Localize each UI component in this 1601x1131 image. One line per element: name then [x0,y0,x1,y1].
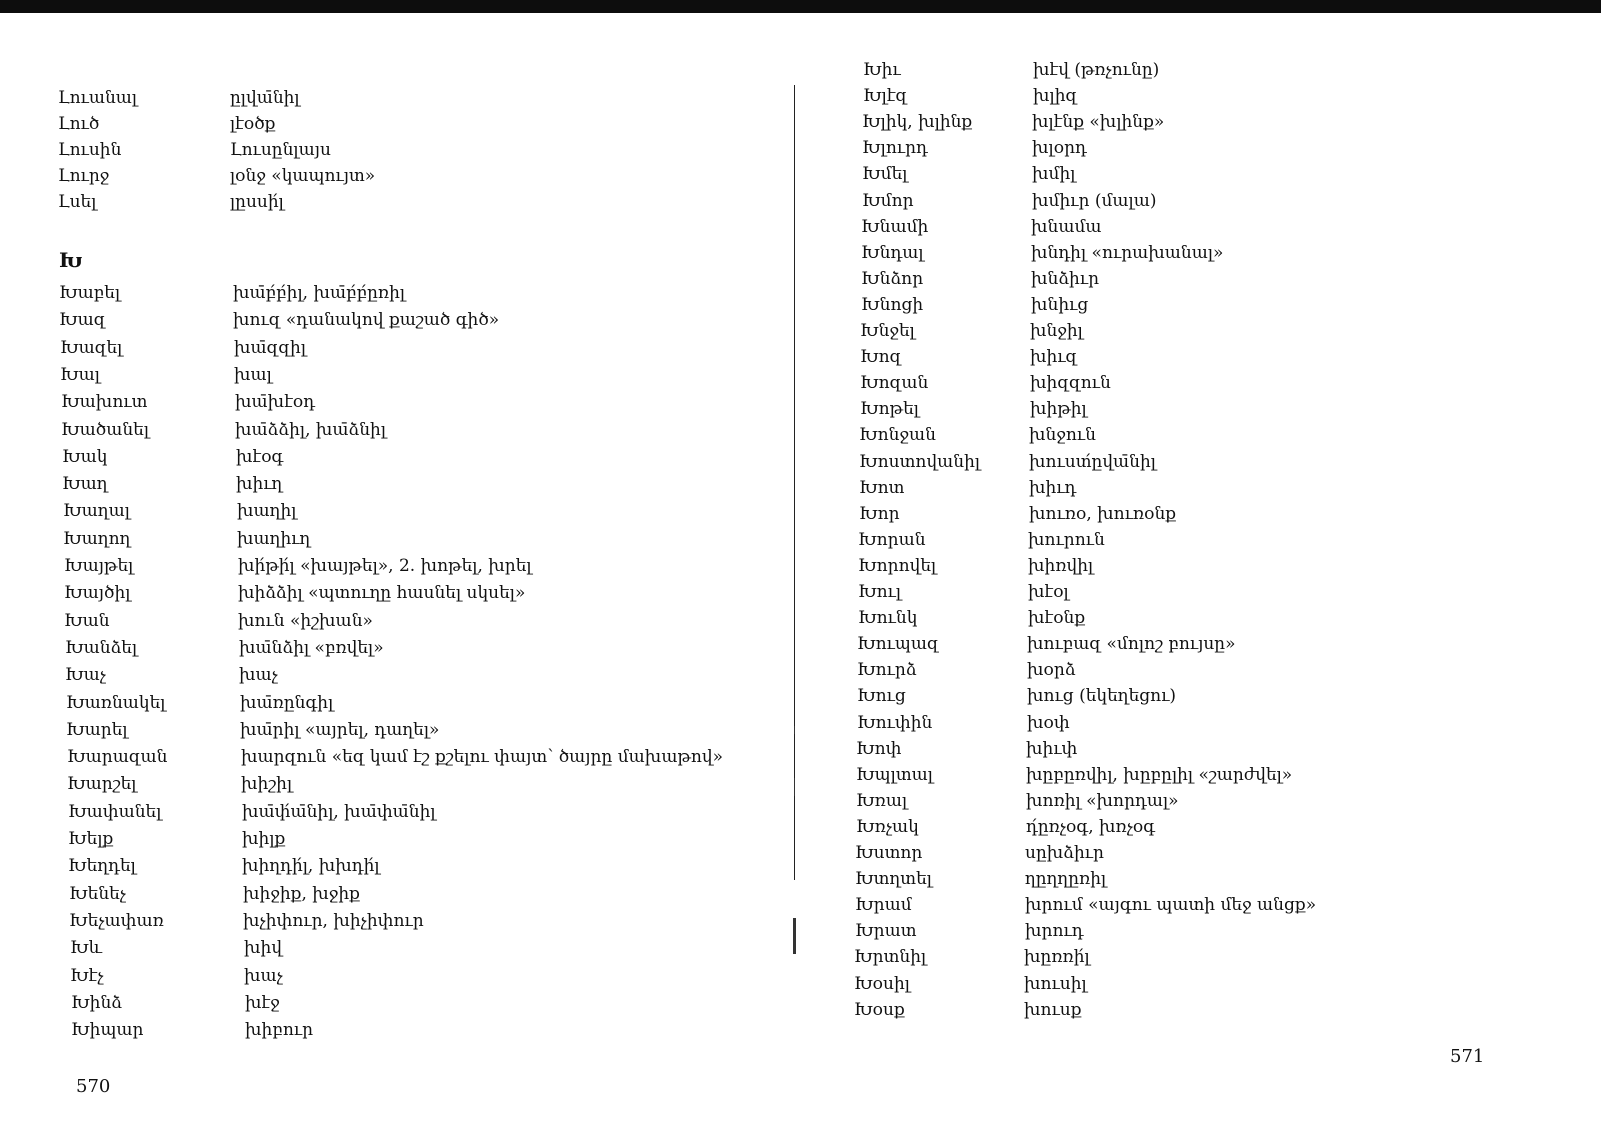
entry-headword: Խուրձ [857,660,917,681]
entry-definition: խիշիլ [241,774,293,795]
entry-definition: խնդիլ «ուրախանալ» [1031,242,1224,263]
entry-definition: ըլվա̄նիլ [230,88,300,108]
entry-headword: Խարել [66,719,128,740]
entry-headword: Խնձոր [861,268,924,289]
entry-definition: խա̄բ́բ́իլ, խա̄բ́բ́ըռիլ [233,283,406,303]
entry-definition: խա̄խէօդ [235,392,316,413]
gutter-mark [793,918,796,954]
entry-headword: Խլուրդ [862,138,928,159]
entry-definition: ղըղղըռիլ [1025,869,1107,890]
entry-headword: Խաղալ [63,501,130,522]
entry-headword: Խազել [60,337,123,358]
entry-headword: Խստոր [855,843,923,863]
entry-headword: Խիպար [71,1020,144,1041]
entry-headword: Խև [70,938,103,959]
entry-definition: խուսք [1024,999,1082,1020]
entry-headword: Խլիկ, խլինք [862,112,973,133]
entry-headword: Խտղտել [855,869,932,890]
entry-headword: Խունկ [858,608,918,629]
entry-headword: Խոտ [859,477,905,498]
entry-definition: խչիփուր, խիչիփուր [243,910,424,931]
entry-headword: Խոզան [860,373,929,394]
entry-headword: Խարշել [67,774,137,795]
entry-headword: Խաղ [62,474,108,495]
entry-headword: Լուսին [58,140,122,160]
entry-definition: լըսսի́լ [230,192,284,212]
entry-definition: խիջիք, խջիք [243,883,360,904]
entry-headword: Խմոր [862,190,914,211]
entry-definition: խիւղ [236,474,283,495]
entry-definition: խնիւց [1031,294,1089,315]
entry-headword: Խայթել [64,556,134,576]
entry-headword: Խանձել [65,637,138,658]
entry-headword: Խնոցի [861,294,924,315]
entry-headword: Խառնակել [66,692,166,713]
entry-headword: Խնջել [860,321,915,341]
entry-headword: Խուփին [857,712,933,733]
entry-definition: խալ [234,364,272,385]
entry-definition: խուռօ, խուռօնք [1029,503,1177,524]
entry-definition: սըխձիւր [1025,843,1104,863]
entry-definition: լէօծք [230,114,276,134]
entry-definition: խաչ [244,965,283,986]
entry-definition: խաչ [239,665,278,686]
gutter-mark [794,778,795,796]
entry-definition: դ́ըռչօգ, խռչօգ [1026,816,1156,837]
entry-headword: Խոստովանիլ [859,451,981,472]
entry-definition: խըբըռվիլ, խըբըլիլ «շարժվել» [1026,764,1293,785]
entry-headword: Լուրջ [58,166,110,186]
entry-headword: Խուց [857,686,906,707]
entry-headword: Խախուտ [61,392,148,413]
entry-definition: Լուսընլայս [230,140,331,160]
entry-headword: Խելք [68,829,114,849]
gutter-rule [794,85,795,880]
entry-headword: Խածանել [61,419,150,440]
section-letter: Խ [59,248,83,272]
entry-definition: խլիզ [1033,86,1078,107]
entry-definition: խէօգ [236,446,284,467]
entry-definition: խօրձ [1027,660,1076,681]
entry-definition: խլօրդ [1032,138,1087,159]
entry-headword: Լուանալ [58,88,138,108]
entry-definition: լօնջ «կապույտ» [230,166,376,186]
entry-headword: Խուպազ [857,634,939,655]
entry-definition: խաղիլ [237,501,297,522]
entry-definition: խլէնք «խլինք» [1032,112,1165,133]
entry-headword: Խնդալ [861,242,924,263]
entry-headword: Խրտնիլ [854,947,927,968]
entry-headword: Խարազան [67,747,168,768]
entry-headword: Խան [64,610,110,631]
entry-definition: խիւզ [1030,347,1078,368]
entry-headword: Խեչափառ [69,910,164,931]
entry-definition: խէվ (թռչունը) [1033,60,1160,80]
entry-definition: խա̄րիլ «այրել, դաղել» [240,719,440,740]
entry-definition: խուն «իշխան» [238,610,373,631]
entry-headword: Խոթել [860,399,919,420]
entry-definition: խիբուր [245,1020,314,1041]
entry-definition: խիւդ [1029,477,1077,498]
entry-definition: խուբազ «մոլոշ բույսը» [1027,634,1236,655]
entry-headword: Խենեչ [69,883,127,904]
entry-headword: Խպլտալ [856,764,933,785]
entry-definition: խուսիլ [1024,973,1087,994]
entry-headword: Խլէզ [863,86,908,107]
entry-definition: խուզ «դանակով քաշած գիծ» [233,310,500,331]
entry-headword: Խեղդել [68,856,136,877]
entry-definition: խիւփ [1026,738,1078,759]
entry-definition: խի́թի́լ «խայթել», 2. խոթել, խրել [238,556,532,576]
entry-definition: խէջ [245,992,280,1013]
entry-definition: խա̄զզիլ [234,337,307,358]
entry-definition: խիթիլ [1030,399,1087,420]
entry-definition: խա̄փ́ա̄նիլ, խա̄փա̄նիլ [242,801,436,822]
entry-headword: Խէչ [70,965,104,986]
entry-headword: Խուլ [858,582,902,602]
entry-headword: Խաղող [63,528,131,549]
entry-headword: Խռալ [856,790,908,811]
page-number-left: 570 [76,1076,111,1097]
entry-definition: խիզզուն [1030,373,1111,394]
entry-headword: Խափանել [68,801,162,822]
entry-definition: խիլք [242,829,286,849]
entry-definition: խմիւր (մալա) [1032,190,1157,211]
entry-definition: խաղիւղ [237,528,311,549]
entry-definition: խուստ́ըվա̄նիլ [1029,451,1156,472]
entry-headword: Խիւ [863,60,901,80]
entry-headword: Լսել [58,192,97,212]
entry-definition: խուց (եկեղեցու) [1027,686,1177,707]
entry-definition: խարզուն «եզ կամ էշ քշելու փայտ՝ ծայրը մախաթով» [241,747,724,768]
entry-definition: խօփ [1027,712,1070,733]
entry-definition: խուրուն [1028,529,1105,550]
entry-definition: խէօլ [1028,582,1069,602]
entry-definition: խիղդի́լ, խխդի́լ [242,856,380,877]
entry-definition: խիձձիլ «պտուղը հասնել սկսել» [238,583,526,604]
entry-definition: խնջուն [1029,425,1096,446]
entry-headword: Խակ [62,446,108,467]
top-scan-bar [0,0,1601,13]
entry-headword: Խալ [60,364,100,385]
entry-definition: խա̄ռընգիլ [240,692,334,713]
entry-headword: Խրամ [855,895,912,916]
entry-headword: Խօսք [854,999,905,1020]
entry-headword: Խոզ [860,347,902,368]
entry-definition: խիռվիլ [1028,555,1094,576]
entry-headword: Խմել [862,164,908,185]
entry-headword: Խոնջան [859,425,936,446]
entry-definition: խէօնք [1028,608,1086,629]
gutter-mark [794,726,795,734]
entry-definition: խնձիւր [1031,268,1100,289]
entry-headword: Խաբել [59,283,121,303]
entry-headword: Խայծիլ [64,583,131,604]
entry-definition: խա̄ձձիլ, խա̄ձնիլ [235,419,387,440]
entry-headword: Լուծ [58,114,100,134]
entry-definition: խնջիլ [1030,321,1083,341]
entry-headword: Խնամի [861,216,929,237]
page-number-right: 571 [1450,1046,1485,1067]
entry-headword: Խազ [59,310,106,331]
entry-definition: խոռիլ «խորդալ» [1026,790,1179,811]
entry-headword: Խորան [858,529,926,550]
entry-headword: Խոր [859,503,900,524]
entry-headword: Խաչ [65,665,106,686]
entry-definition: խմիլ [1032,164,1076,185]
entry-definition: խրում «այգու պատի մեջ անցք» [1025,895,1317,916]
entry-definition: խնամա [1031,216,1102,237]
entry-headword: Խօսիլ [854,973,910,994]
entry-headword: Խինձ [71,992,122,1013]
entry-definition: խա̄նձիլ «բռվել» [239,637,384,658]
entry-headword: Խռչակ [856,816,919,837]
entry-headword: Խրատ [855,921,917,942]
entry-definition: խիվ [244,938,283,959]
entry-headword: Խոփ [856,738,902,759]
entry-headword: Խորովել [858,555,937,576]
entry-definition: խրուդ [1025,921,1084,942]
entry-definition: խըռռի́լ [1024,947,1090,968]
